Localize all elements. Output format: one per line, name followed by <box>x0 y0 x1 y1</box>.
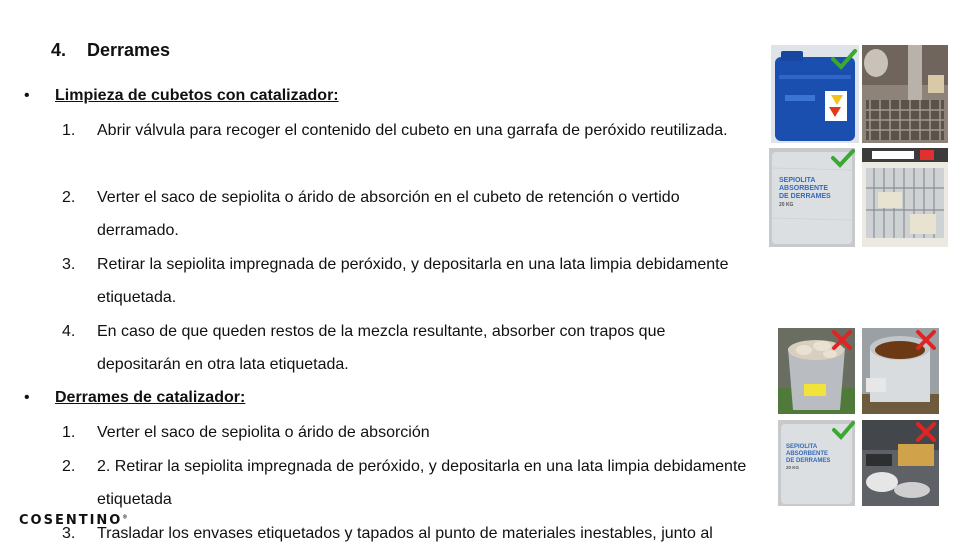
liquid-can-photo <box>862 328 939 414</box>
bullet: • <box>24 87 30 104</box>
step-number: 1. <box>62 424 76 441</box>
step-text: Verter el saco de sepiolita o árido de absorción <box>97 424 430 441</box>
sack-photo <box>769 148 855 247</box>
step-text: Retirar la sepiolita impregnada de peróxido, y depositarla en una lata limpia debidamente etiquetada. <box>97 256 729 306</box>
section-title: Derrames <box>87 40 171 60</box>
list-item <box>62 248 752 314</box>
rags-bucket-photo <box>778 328 855 414</box>
step-number: 4. <box>62 323 76 340</box>
list-item <box>62 450 752 516</box>
storage-cage-photo <box>862 148 948 247</box>
step-text: En caso de que queden restos de la mezcla resultante, absorber con trapos que depositarán en otra lata etiquetada. <box>97 323 666 373</box>
step-number: 2. <box>62 189 76 206</box>
subsection-title: Limpieza de cubetos con catalizador: <box>55 87 339 104</box>
subsection-heading-2 <box>24 389 245 407</box>
subsection-title: Derrames de catalizador: <box>55 389 246 406</box>
step-text: Verter el saco de sepiolita o árido de absorción en el cubeto de retención o vertido derramado. <box>97 189 680 239</box>
list-item <box>62 416 752 449</box>
list-item <box>62 181 752 247</box>
drum-photo <box>771 45 859 143</box>
sack-photo-small <box>778 420 855 506</box>
step-text: 2. Retirar la sepiolita impregnada de peróxido, y depositarla en una lata limpia debidamente etiquetada <box>97 458 747 508</box>
registered-mark: ® <box>122 514 128 521</box>
sack-label: SEPIOLITA ABSORBENTE DE DERRAMES 20 KG <box>779 177 831 208</box>
sack-label-small: SEPIOLITA ABSORBENTE DE DERRAMES 20 KG <box>786 444 831 470</box>
cosentino-logo <box>19 513 127 528</box>
step-number: 2. <box>62 458 76 475</box>
step-number: 3. <box>62 525 76 542</box>
step-text: Trasladar los envases etiquetados y tapados al punto de materiales inestables, junto al <box>97 525 713 542</box>
list-item <box>62 315 752 381</box>
grate-photo <box>862 45 948 143</box>
logo-text: COSENTINO <box>19 513 123 528</box>
section-number: 4. <box>51 40 67 60</box>
list-item <box>62 114 752 147</box>
section-heading <box>51 40 170 61</box>
step-number: 1. <box>62 122 76 139</box>
subsection-heading-1 <box>24 87 339 105</box>
step-text: Abrir válvula para recoger el contenido del cubeto en una garrafa de peróxido reutilizada. <box>97 122 728 139</box>
bullet: • <box>24 389 30 406</box>
floor-spill-photo <box>862 420 939 506</box>
step-number: 3. <box>62 256 76 273</box>
